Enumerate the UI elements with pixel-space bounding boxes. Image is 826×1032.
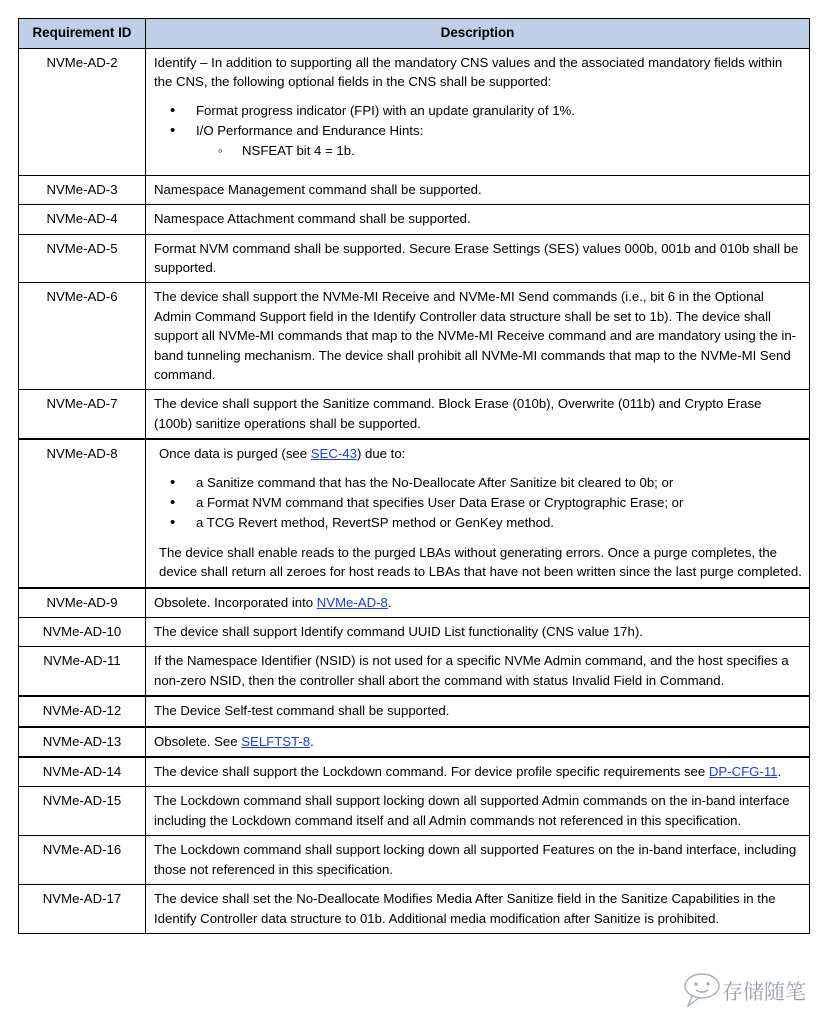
requirement-description [146, 390, 810, 439]
requirement-id: NVMe-AD-12 [19, 696, 146, 726]
requirement-id: NVMe-AD-8 [19, 439, 146, 587]
requirement-id: NVMe-AD-11 [19, 647, 146, 696]
sub-bullet-list [196, 141, 802, 160]
description-paragraph: The device shall support the NVMe-MI Receive and NVMe-MI Send commands (i.e., bit 6 in the Optional Admin Command Support field in the Identify Controller data structure shall be set to 1b). The device shall support all NVMe-MI commands that map to the NVMe-MI Receive command and are mandatory using the in-band tunneling mechanism. The device shall prohibit all NVMe-MI commands that map to the NVMe-MI Send command. [154, 289, 797, 382]
table-row [19, 836, 810, 885]
requirement-id: NVMe-AD-14 [19, 757, 146, 787]
requirement-id: NVMe-AD-2 [19, 48, 146, 175]
requirement-description [146, 175, 810, 204]
description-paragraph: Format NVM command shall be supported. Secure Erase Settings (SES) values 000b, 001b and 010b shall be supported. [154, 240, 799, 275]
table-row [19, 439, 810, 587]
requirement-description [146, 283, 810, 390]
text-before-link: Once data is purged (see [159, 446, 311, 462]
table-row [19, 647, 810, 696]
text-after-link: . [387, 594, 392, 610]
requirement-id: NVMe-AD-4 [19, 205, 146, 234]
watermark-text: 存储随笔 [722, 980, 806, 1004]
requirement-id: NVMe-AD-6 [19, 283, 146, 390]
requirement-id: NVMe-AD-15 [19, 787, 146, 836]
table-row [19, 618, 810, 647]
list-item-label: I/O Performance and Endurance Hints: [196, 122, 424, 138]
description-paragraph [154, 593, 802, 612]
requirement-description [146, 647, 810, 696]
cross-reference-link-nvme-ad-8[interactable]: NVMe-AD-8 [316, 594, 388, 610]
cross-reference-link-selftst-8[interactable]: SELFTST-8 [241, 733, 311, 749]
requirement-description [146, 727, 810, 757]
requirement-description [146, 757, 810, 787]
list-item: • a Sanitize command that has the No-Deallocate After Sanitize bit cleared to 0b; or [154, 473, 802, 492]
requirement-id: NVMe-AD-10 [19, 618, 146, 647]
table-row [19, 787, 810, 836]
description-paragraph [154, 732, 802, 751]
table-row [19, 588, 810, 618]
table-row [19, 885, 810, 934]
list-item: • a TCG Revert method, RevertSP method or GenKey method. [154, 513, 802, 532]
list-item [154, 121, 802, 161]
description-paragraph: The device shall set the No-Deallocate Modifies Media After Sanitize field in the Sanitize Capabilities in the Identify Controller data structure to 01b. Additional media modification after Sanitize is prohibited. [154, 891, 776, 926]
description-paragraph: If the Namespace Identifier (NSID) is not used for a specific NVMe Admin command, and the host specifies a non-zero NSID, then the controller shall abort the command with status Invalid Field in Command. [154, 653, 789, 688]
requirement-description [146, 234, 810, 283]
sub-list-item: ◦ NSFEAT bit 4 = 1b. [196, 141, 802, 160]
table-row [19, 175, 810, 204]
watermark [678, 966, 806, 1012]
description-paragraph: The device shall support the Sanitize command. Block Erase (010b), Overwrite (011b) and Crypto Erase (100b) sanitize operations shall be supported. [154, 396, 762, 431]
table-header-row [19, 19, 810, 49]
list-item: • a Format NVM command that specifies User Data Erase or Cryptographic Erase; or [154, 493, 802, 512]
description-paragraph: The Lockdown command shall support locking down all supported Admin commands on the in-band interface including the Lockdown command itself and all Admin commands not referenced in this specification. [154, 793, 790, 828]
text-after-link: ) due to: [356, 446, 406, 462]
description-paragraph: The Device Self-test command shall be supported. [154, 703, 450, 719]
requirement-id: NVMe-AD-16 [19, 836, 146, 885]
cross-reference-link-sec-43[interactable]: SEC-43 [310, 446, 357, 462]
description-paragraph [154, 444, 802, 463]
requirement-id: NVMe-AD-7 [19, 390, 146, 439]
table-row [19, 757, 810, 787]
requirement-description [146, 588, 810, 618]
requirement-id: NVMe-AD-3 [19, 175, 146, 204]
table-row [19, 727, 810, 757]
table-row [19, 48, 810, 175]
requirement-description [146, 885, 810, 934]
list-item: • Format progress indicator (FPI) with an update granularity of 1%. [154, 101, 802, 120]
table-row [19, 390, 810, 439]
description-paragraph: The Lockdown command shall support locking down all supported Features on the in-band interface, including those not referenced in this specification. [154, 842, 797, 877]
description-paragraph: Namespace Attachment command shall be supported. [154, 211, 471, 227]
column-header-requirement-id: Requirement ID [19, 19, 146, 49]
requirement-description [146, 787, 810, 836]
text-after-link: . [777, 764, 782, 780]
description-paragraph: Namespace Management command shall be supported. [154, 181, 482, 197]
description-paragraph: The device shall enable reads to the purged LBAs without generating errors. Once a purge completes, the device shall return all zeroes for host reads to LBAs that have not been written since the last purge completed. [159, 544, 802, 580]
table-row [19, 696, 810, 726]
cross-reference-link-dp-cfg-11[interactable]: DP-CFG-11 [708, 764, 778, 780]
table-header [19, 19, 810, 49]
description-paragraph: The device shall support Identify command UUID List functionality (CNS value 17h). [154, 624, 643, 640]
column-header-description: Description [146, 19, 810, 49]
requirement-id: NVMe-AD-9 [19, 588, 146, 618]
text-before-link: Obsolete. Incorporated into [154, 594, 317, 610]
table-row [19, 283, 810, 390]
requirement-description [146, 205, 810, 234]
requirement-description [146, 439, 810, 587]
requirement-id: NVMe-AD-5 [19, 234, 146, 283]
bullet-list [154, 101, 802, 161]
table-body [19, 48, 810, 933]
requirement-description [146, 696, 810, 726]
table-row [19, 234, 810, 283]
requirement-id: NVMe-AD-17 [19, 885, 146, 934]
text-after-link: . [310, 733, 314, 749]
table-row [19, 205, 810, 234]
bullet-list [154, 473, 802, 533]
requirements-table [18, 18, 810, 934]
description-paragraph [154, 762, 802, 781]
requirement-description [146, 618, 810, 647]
text-before-link: The device shall support the Lockdown command. For device profile specific requirements see [154, 764, 709, 780]
description-paragraph: Identify – In addition to supporting all the mandatory CNS values and the associated mandatory fields within the CNS, the following optional fields in the CNS shall be supported: [154, 54, 783, 90]
text-before-link: Obsolete. See [154, 733, 242, 749]
requirement-id: NVMe-AD-13 [19, 727, 146, 757]
requirement-description [146, 836, 810, 885]
requirement-description [146, 48, 810, 175]
